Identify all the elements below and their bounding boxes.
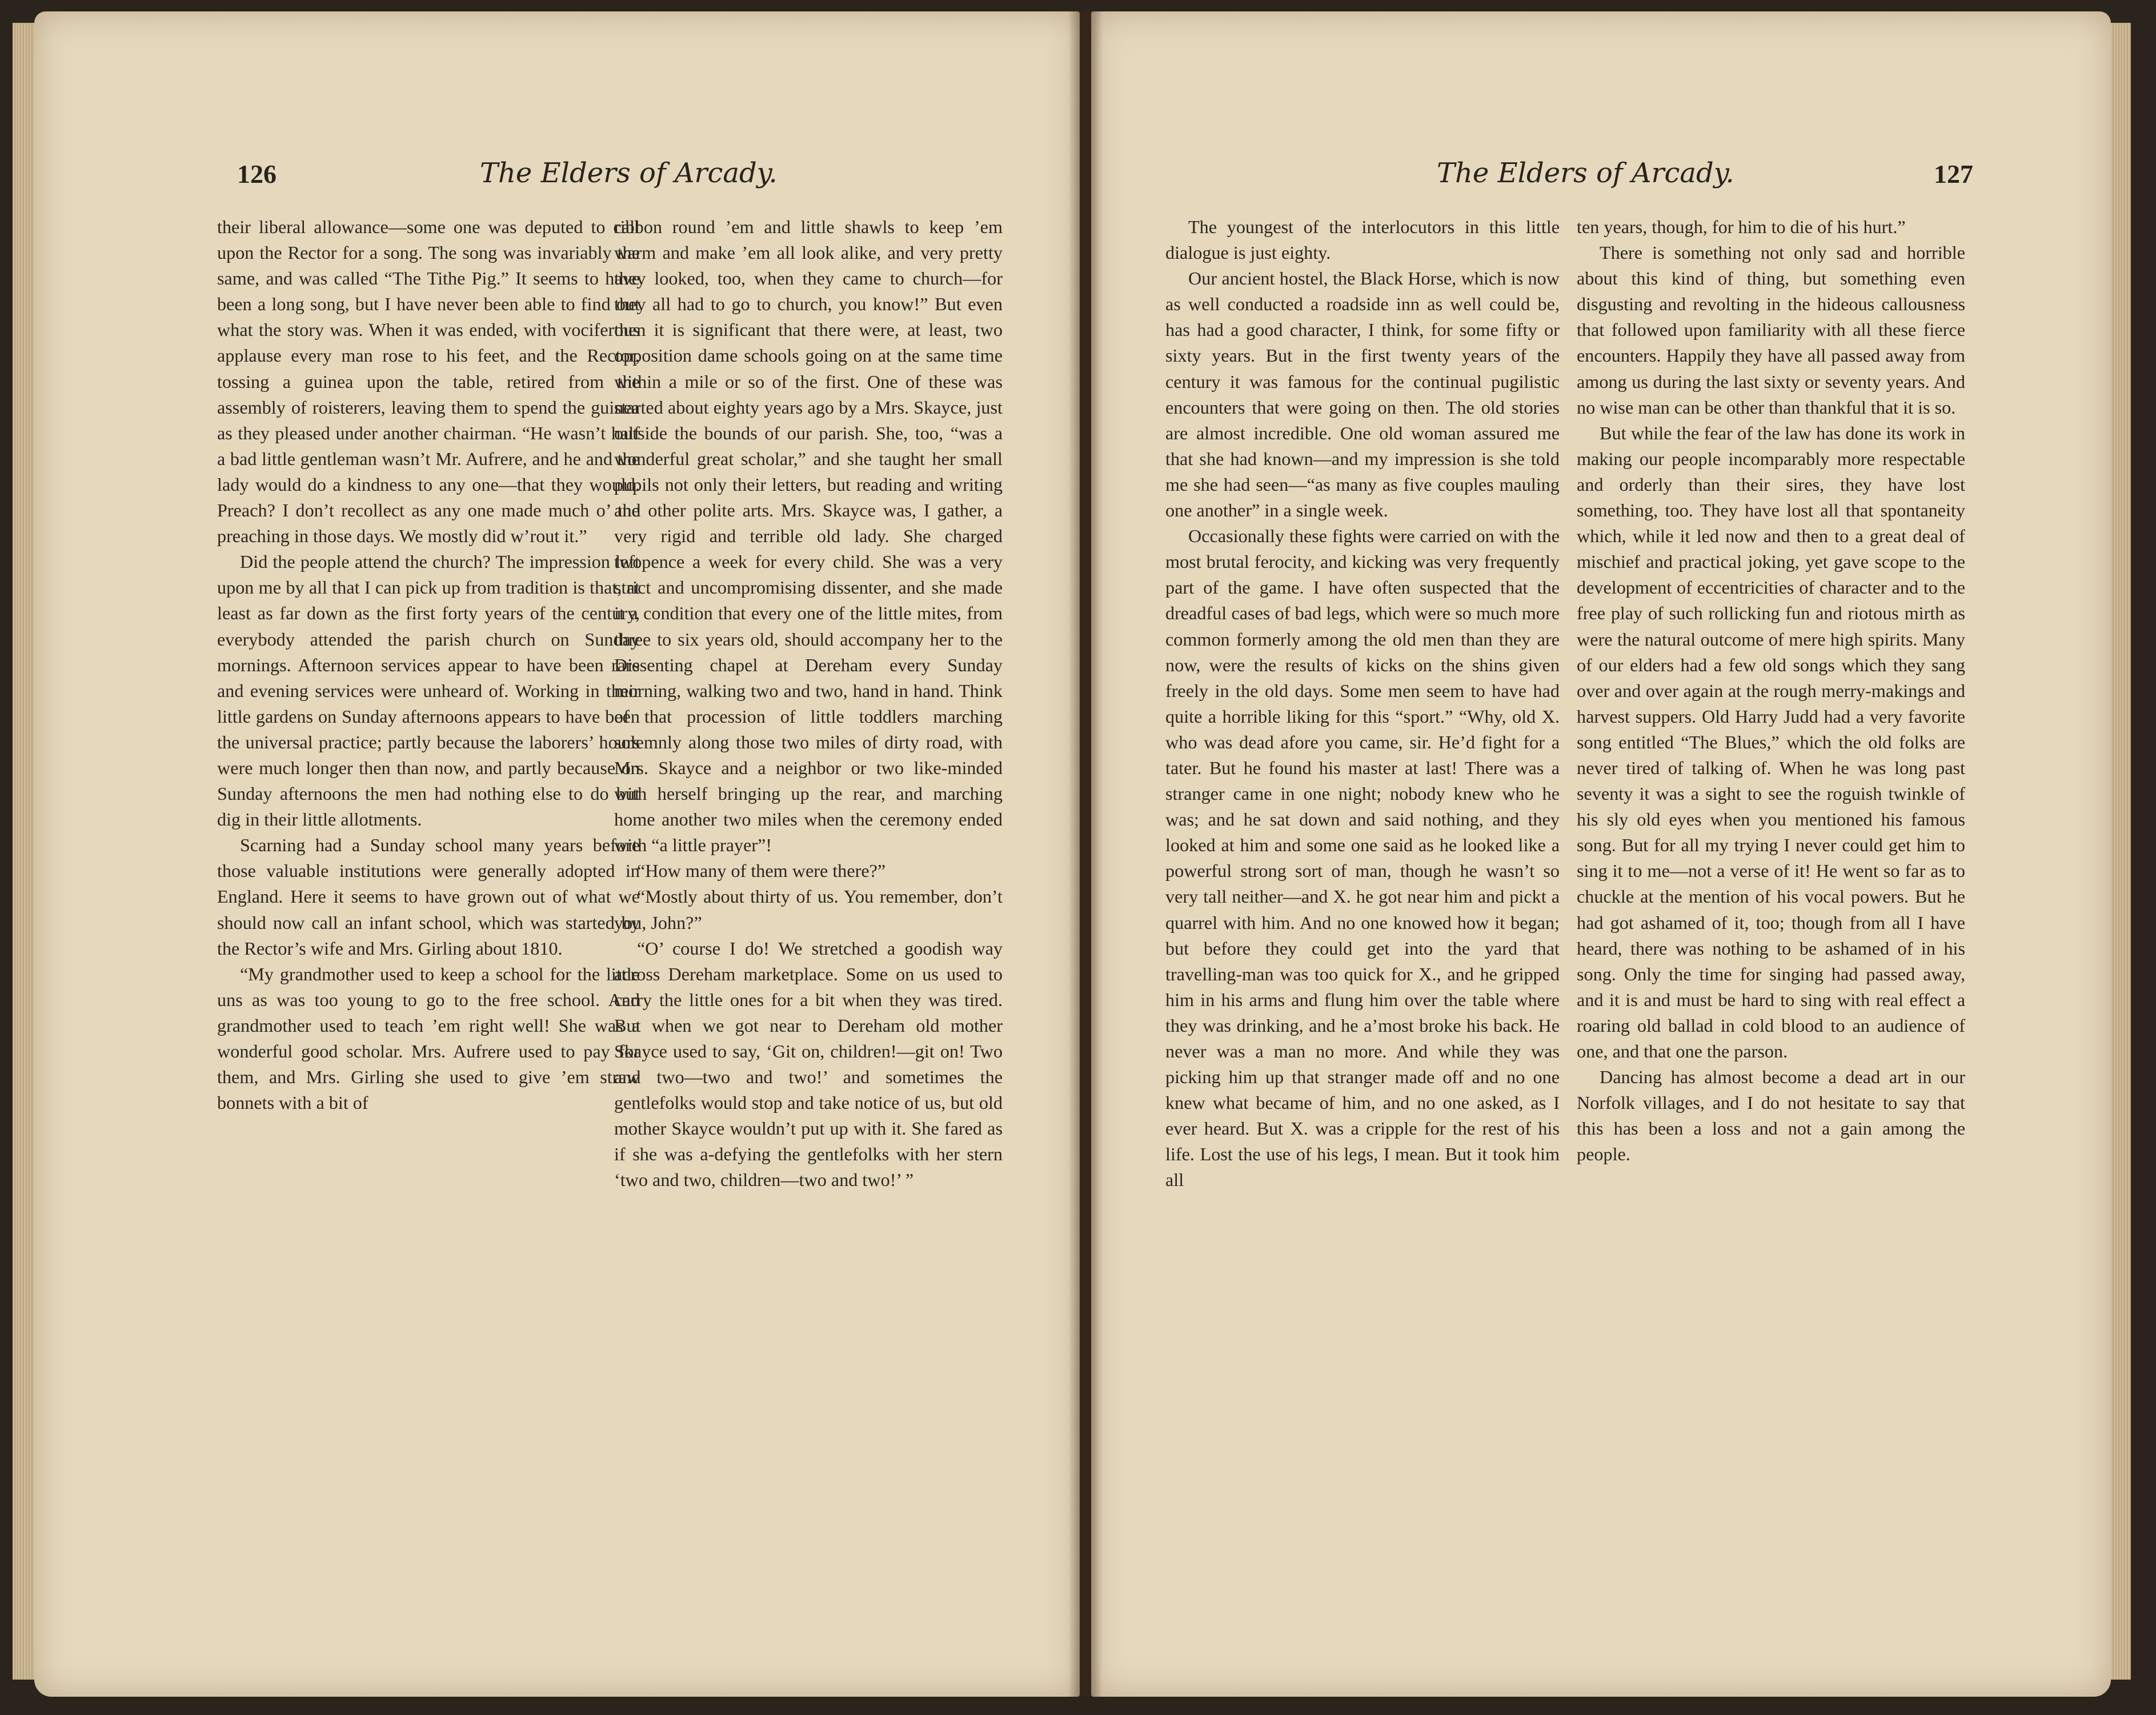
text-column-2 <box>1577 214 1965 1167</box>
page-edges-left <box>13 23 35 1680</box>
paragraph: “My grandmother used to keep a school for the little uns as was too young to go to the free school. And grandmother used to teach ’em right well! She was a wonderful good scholar. Mrs. Aufrere used to pay for them, and Mrs. Girling she used to give ’em straw bonnets with a bit of <box>217 963 640 1113</box>
paragraph: ribbon round ’em and little shawls to keep ’em warm and make ’em all look alike, and very pretty they looked, too, when they came to church—for they all had to go to church, you know!” But even then it is significant that there were, at least, two opposition dame schools going on at the same time within a mile or so of the first. One of these was started about eighty years ago by a Mrs. Skayce, just outside the bounds of our parish. She, too, “was a wonderful great scholar,” and she taught her small pupils not only their letters, but reading and writing and other polite arts. Mrs. Skayce was, I gather, a very rigid and terrible old lady. She charged twopence a week for every child. She was a very strict and uncompromising dissenter, and she made it a condition that every one of the little mites, from three to six years old, should accompany her to the Dissenting chapel at Dereham every Sunday morning, walking two and two, hand in hand. Think of that procession of little toddlers marching solemnly along those two miles of dirty road, with Mrs. Skayce and a neighbor or two like-minded with herself bringing up the rear, and marching home another two miles when the ceremony ended with “a little prayer”! <box>614 217 1003 856</box>
paragraph: “Mostly about thirty of us. You remember, don’t you, John?” <box>614 886 1003 933</box>
paragraph: There is something not only sad and horrible about this kind of thing, but something even disgusting and revolting in the hideous callousness that followed upon familiarity with all these fierce encounters. Happily they have all passed away from among us during the last sixty or seventy years. And no wise man can be other than thankful that it is so. <box>1577 242 1965 418</box>
text-column-2 <box>614 214 1003 1193</box>
paragraph: But while the fear of the law has done its work in making our people incomparably more respectable and orderly than their sires, they have lost something, too. They have lost all that spontaneity which, while it led now and then to a great deal of mischief and practical joking, yet gave scope to the development of eccentricities of character and to the free play of such rollicking fun and riotous mirth as were the natural outcome of mere high spirits. Many of our elders had a few old songs which they sang over and over again at the rough merry-makings and harvest suppers. Old Harry Judd had a very favorite song entitled “The Blues,” which the old folks are never tired of talking of. When he was long past seventy it was a sight to see the roguish twinkle of his sly old eyes when you mentioned his famous song. But for all my trying I never could get him to sing it to me—not a verse of it! He went so far as to chuckle at the mention of his vocal powers. But he had got ashamed of it, too; though from all I have heard, there was nothing to be ashamed of in his song. Only the time for singing had passed away, and it is and must be hard to sing with real effect a roaring old ballad in cold blood to an audience of one, and that one the parson. <box>1577 422 1965 1061</box>
paragraph: ten years, though, for him to die of his hurt.” <box>1577 217 1906 237</box>
running-head: The Elders of Arcady. <box>480 157 778 189</box>
paragraph: their liberal allowance—some one was deputed to call upon the Rector for a song. The song was invariably the same, and was called “The Tithe Pig.” It seems to have been a long song, but I have never been able to find out what the story was. When it was ended, with vociferous applause every man rose to his feet, and the Rector, tossing a guinea upon the table, retired from the assembly of roisterers, leaving them to spend the guinea as they pleased under another chairman. “He wasn’t half a bad little gentleman wasn’t Mr. Aufrere, and he and the lady would do a kindness to any one—that they would. Preach? I don’t recollect as any one made much o’ the preaching in those days. We mostly did w’rout it.” <box>217 217 640 547</box>
page-number: 127 <box>1934 159 1973 189</box>
paragraph: Scarning had a Sunday school many years before those valuable institutions were generally adopted in England. Here it seems to have grown out of what we should now call an infant school, which was started by the Rector’s wife and Mrs. Girling about 1810. <box>217 835 640 959</box>
page-edges-right <box>2108 23 2131 1680</box>
paragraph: “How many of them were there?” <box>637 860 886 881</box>
text-column-1 <box>1165 214 1560 1193</box>
text-column-1 <box>217 214 640 1116</box>
book-gutter <box>1068 11 1103 1697</box>
right-page <box>1091 11 2111 1697</box>
page-number: 126 <box>237 159 276 189</box>
paragraph: Occasionally these fights were carried on with the most brutal ferocity, and kicking was very frequently part of the game. I have often suspected that the dreadful cases of bad legs, which were so much more common formerly among the old men than they are now, were the results of kicks on the shins given freely in the old days. Some men seem to have had quite a horrible liking for this “sport.” “Why, old X. who was dead afore you came, sir. He’d fight for a tater. But he found his master at last! There was a stranger came in one night; nobody knew who he was; and he sat down and said nothing, and they looked at him and some one said as he looked like a powerful strong sort of man, though he wasn’t so very tall neither—and X. he got near him and pickt a quarrel with him. And no one knowed how it began; but before they could get into the yard that travelling-man was too quick for X., and he gripped him in his arms and flung him over the table where they was drinking, and he a’most broke his back. He never was a man no more. And while they was picking him up that stranger made off and no one knew what became of him, and no one asked, as I ever heard. But X. was a cripple for the rest of his life. Lost the use of his legs, I mean. But it took him all <box>1165 526 1560 1191</box>
paragraph: The youngest of the interlocutors in this little dialogue is just eighty. <box>1165 217 1560 263</box>
paragraph: Did the people attend the church? The impression left upon me by all that I can pick up from tradition is that, at least as far down as the first forty years of the century, everybody attended the parish church on Sunday mornings. Afternoon services appear to have been rare and evening services were unheard of. Working in their little gardens on Sunday afternoons appears to have been the universal practice; partly because the laborers’ hours were much longer then than now, and partly because on Sunday afternoons the men had nothing else to do but dig in their little allotments. <box>217 551 640 830</box>
paragraph: Our ancient hostel, the Black Horse, which is now as well conducted a roadside inn as well could be, has had a good character, I think, for some fifty or sixty years. But in the first twenty years of the century it was famous for the continual pugilistic encounters that were going on then. The old stories are almost incredible. One old woman assured me that she had known—and my impression is she told me she had seen—“as many as five couples mauling one another” in a single week. <box>1165 268 1560 521</box>
left-page <box>34 11 1080 1697</box>
paragraph: Dancing has almost become a dead art in our Norfolk villages, and I do not hesitate to say that this has been a loss and not a gain among the people. <box>1577 1067 1965 1165</box>
paragraph: “O’ course I do! We stretched a goodish way across Dereham marketplace. Some on us used to carry the little ones for a bit when they was tired. But when we got near to Dereham old mother Skayce used to say, ‘Git on, children!—git on! Two and two—two and two!’ and sometimes the gentlefolks would stop and take notice of us, but old mother Skayce wouldn’t put up with it. She fared as if she was a-defying the gentlefolks with her stern ‘two and two, children—two and two!’ ” <box>614 937 1003 1191</box>
running-head: The Elders of Arcady. <box>1437 157 1734 189</box>
